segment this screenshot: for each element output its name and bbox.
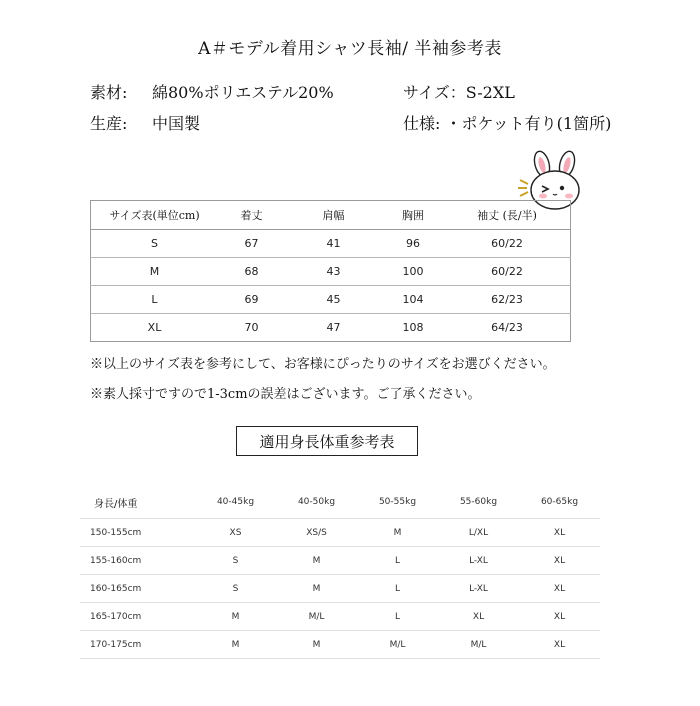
table-row bbox=[91, 258, 571, 286]
table-cell: M bbox=[91, 258, 219, 286]
table-row bbox=[91, 286, 571, 314]
table-cell: XL bbox=[147, 321, 162, 334]
table-cell: 60/22 bbox=[444, 258, 571, 286]
table-cell: 47 bbox=[326, 321, 341, 334]
header-cell: 袖丈 (長/半) bbox=[444, 201, 571, 230]
table-cell: XL bbox=[519, 547, 600, 575]
table-cell: 96 bbox=[382, 230, 444, 258]
table-cell: 67 bbox=[218, 230, 285, 258]
size-range: サイズ：S-2XL bbox=[403, 83, 515, 102]
table-cell: M bbox=[276, 575, 357, 603]
size-table bbox=[90, 200, 571, 342]
table-cell: M bbox=[357, 519, 438, 547]
table-cell: 60/22 bbox=[444, 230, 571, 258]
header-cell: 40-50kg bbox=[276, 486, 357, 519]
table-cell: M bbox=[195, 603, 276, 631]
table-cell: 155-160cm bbox=[80, 547, 195, 575]
table-cell: M bbox=[276, 547, 357, 575]
table-cell: 100 bbox=[382, 258, 444, 286]
table-cell: S bbox=[91, 230, 219, 258]
header-cell: 55-60kg bbox=[438, 486, 519, 519]
table-cell: XL bbox=[438, 603, 519, 631]
table-cell: M/L bbox=[438, 631, 519, 659]
header-cell: 身長/体重 bbox=[80, 486, 195, 519]
page-title: A＃モデル着用シャツ長袖/ 半袖参考表 bbox=[198, 39, 502, 59]
measurement-note: ※素人採寸ですので1-3cmの誤差はございます。ご了承ください。 bbox=[90, 387, 481, 402]
table-cell: XL bbox=[519, 519, 600, 547]
table-cell: 43 bbox=[285, 258, 382, 286]
table-cell: M/L bbox=[357, 631, 438, 659]
table-cell: M bbox=[195, 631, 276, 659]
table-cell: 165-170cm bbox=[80, 603, 195, 631]
material-value: 綿80%ポリエステル20% bbox=[152, 83, 334, 102]
table-cell: 64/23 bbox=[491, 321, 523, 334]
table-row bbox=[80, 603, 600, 631]
table-cell: 68 bbox=[218, 258, 285, 286]
height-weight-table bbox=[80, 486, 600, 659]
hw-table-header bbox=[80, 486, 600, 519]
table-cell: 160-165cm bbox=[80, 575, 195, 603]
table-cell: XS/S bbox=[276, 519, 357, 547]
header-cell: 肩幅 bbox=[285, 201, 382, 230]
table-cell: L-XL bbox=[438, 547, 519, 575]
table-row bbox=[80, 519, 600, 547]
material-label: 素材: bbox=[90, 83, 128, 102]
table-cell: 170-175cm bbox=[80, 631, 195, 659]
table-cell: L bbox=[357, 547, 438, 575]
table-cell: L-XL bbox=[438, 575, 519, 603]
table-row bbox=[80, 631, 600, 659]
header-cell: 40-45kg bbox=[195, 486, 276, 519]
table-row bbox=[80, 547, 600, 575]
table-cell: 108 bbox=[402, 321, 424, 334]
size-note: ※以上のサイズ表を参考にして、お客様にぴったりのサイズをお選びください。 bbox=[90, 357, 556, 372]
header-cell: 着丈 bbox=[218, 201, 285, 230]
table-cell: L/XL bbox=[438, 519, 519, 547]
header-cell: 50-55kg bbox=[357, 486, 438, 519]
origin-value: 中国製 bbox=[152, 114, 201, 133]
table-cell: M bbox=[276, 631, 357, 659]
table-cell: 104 bbox=[382, 286, 444, 314]
table-cell: M/L bbox=[276, 603, 357, 631]
table-row bbox=[80, 575, 600, 603]
table-row bbox=[91, 314, 571, 342]
table-cell: L bbox=[357, 575, 438, 603]
spec-info: 仕様: ・ポケット有り(1箇所) bbox=[403, 114, 612, 133]
height-weight-title: 適用身長体重参考表 bbox=[236, 426, 418, 456]
origin-label: 生産: bbox=[90, 114, 128, 133]
table-cell: L bbox=[357, 603, 438, 631]
header-cell: 胸囲 bbox=[382, 201, 444, 230]
table-cell: L bbox=[91, 286, 219, 314]
table-cell: 62/23 bbox=[444, 286, 571, 314]
table-cell: XS bbox=[195, 519, 276, 547]
table-cell: S bbox=[195, 547, 276, 575]
table-cell: XL bbox=[519, 575, 600, 603]
header-cell: サイズ表(単位cm) bbox=[91, 201, 219, 230]
table-cell: 70 bbox=[244, 321, 259, 334]
header-cell: 60-65kg bbox=[519, 486, 600, 519]
table-cell: 69 bbox=[218, 286, 285, 314]
table-row bbox=[91, 230, 571, 258]
table-cell: 41 bbox=[285, 230, 382, 258]
size-table-header bbox=[91, 201, 571, 230]
table-cell: S bbox=[195, 575, 276, 603]
table-cell: XL bbox=[519, 631, 600, 659]
table-cell: XL bbox=[519, 603, 600, 631]
table-cell: 150-155cm bbox=[80, 519, 195, 547]
table-cell: 45 bbox=[285, 286, 382, 314]
